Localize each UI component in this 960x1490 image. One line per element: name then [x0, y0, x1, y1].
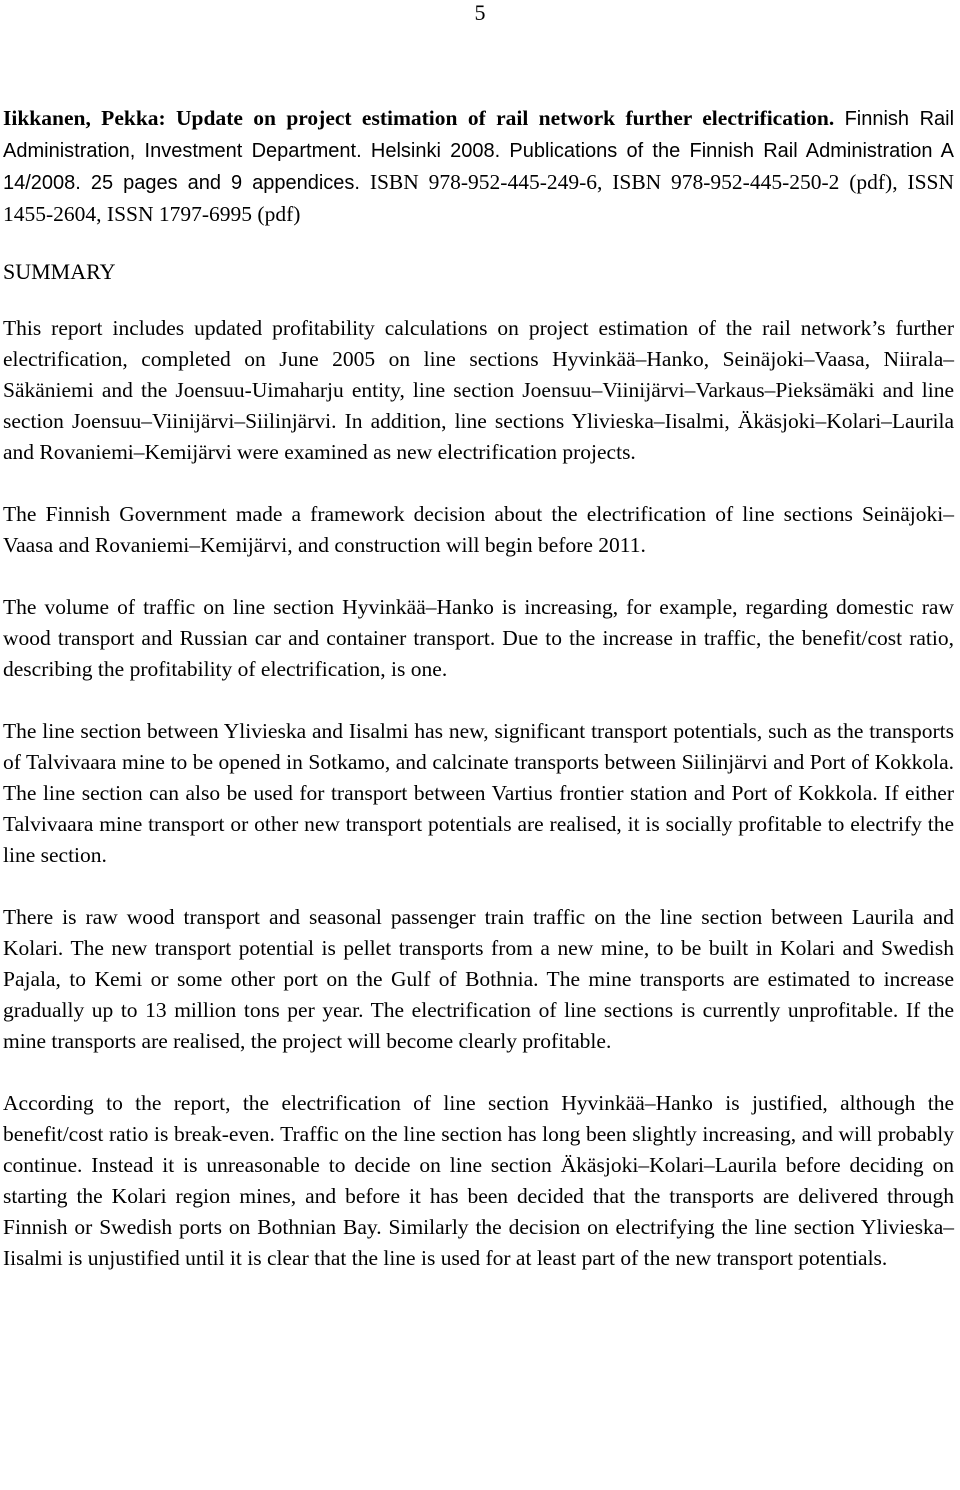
- document-body: [3, 103, 954, 1305]
- summary-paragraph: The volume of traffic on line section Hyvinkää–Hanko is increasing, for example, regarding domestic raw wood transport and Russian car and container transport. Due to the increase in traffic, the benefit/cost ratio, describing the profitability of electrification, is one.: [3, 595, 954, 681]
- summary-paragraph: According to the report, the electrification of line section Hyvinkää–Hanko is justified, although the benefit/cost ratio is break-even. Traffic on the line section has long been slightly increasing, and will probably continue. Instead it is unreasonable to decide on line section Äkäsjoki–Kolari–Laurila before deciding on starting the Kolari region mines, and before it has been decided that the transports are delivered through Finnish or Swedish ports on Bothnian Bay. Similarly the decision on electrifying the line section Ylivieska–Iisalmi is unjustified until it is clear that the line is used for at least part of the new transport potentials.: [3, 1091, 954, 1270]
- summary-paragraph: There is raw wood transport and seasonal passenger train traffic on the line section between Laurila and Kolari. The new transport potential is pellet transports from a new mine, to be built in Kolari and Swedish Pajala, to Kemi or some other port on the Gulf of Bothnia. The mine transports are estimated to increase gradually up to 13 million tons per year. The electrification of line sections is currently unprofitable. If the mine transports are realised, the project will become clearly profitable.: [3, 905, 954, 1053]
- summary-paragraph: This report includes updated profitability calculations on project estimation of the rail network’s further electrification, completed on June 2005 on line sections Hyvinkää–Hanko, Seinäjoki–Vaasa, Niirala–Säkäniemi and the Joensuu-Uimaharju entity, line section Joensuu–Viinijärvi–Varkaus–Pieksämäki and line section Joensuu–Viinijärvi–Siilinjärvi. In addition, line sections Ylivieska–Iisalmi, Äkäsjoki–Kolari–Laurila and Rovaniemi–Kemijärvi were examined as new electrification projects.: [3, 316, 954, 464]
- page-number: 5: [474, 0, 486, 25]
- summary-paragraph: The Finnish Government made a framework decision about the electrification of line sections Seinäjoki–Vaasa and Rovaniemi–Kemijärvi, and construction will begin before 2011.: [3, 502, 954, 557]
- citation-identifiers: ISBN 978-952-445-249-6, ISBN 978-952-445-250-2 (pdf), ISSN 1455-2604, ISSN 1797-6995 (pdf): [3, 170, 955, 226]
- summary-heading: SUMMARY: [3, 259, 116, 284]
- citation-publisher: Finnish Rail Administration, Investment Department. Helsinki 2008. Publications of the Finnish Rail Administration A 14/2008. 25 pages and 9 appendices.: [3, 108, 955, 194]
- citation: [3, 103, 954, 230]
- summary-paragraph: The line section between Ylivieska and Iisalmi has new, significant transport potentials, such as the transports of Talvivaara mine to be opened in Sotkamo, and calcinate transports between Siilinjärvi and Port of Kokkola. The line section can also be used for transport between Vartius frontier station and Port of Kokkola. If either Talvivaara mine transport or other new transport potentials are realised, it is socially profitable to electrify the line section.: [3, 719, 954, 867]
- citation-author-title: Iikkanen, Pekka: Update on project estimation of rail network further electrification.: [3, 106, 835, 130]
